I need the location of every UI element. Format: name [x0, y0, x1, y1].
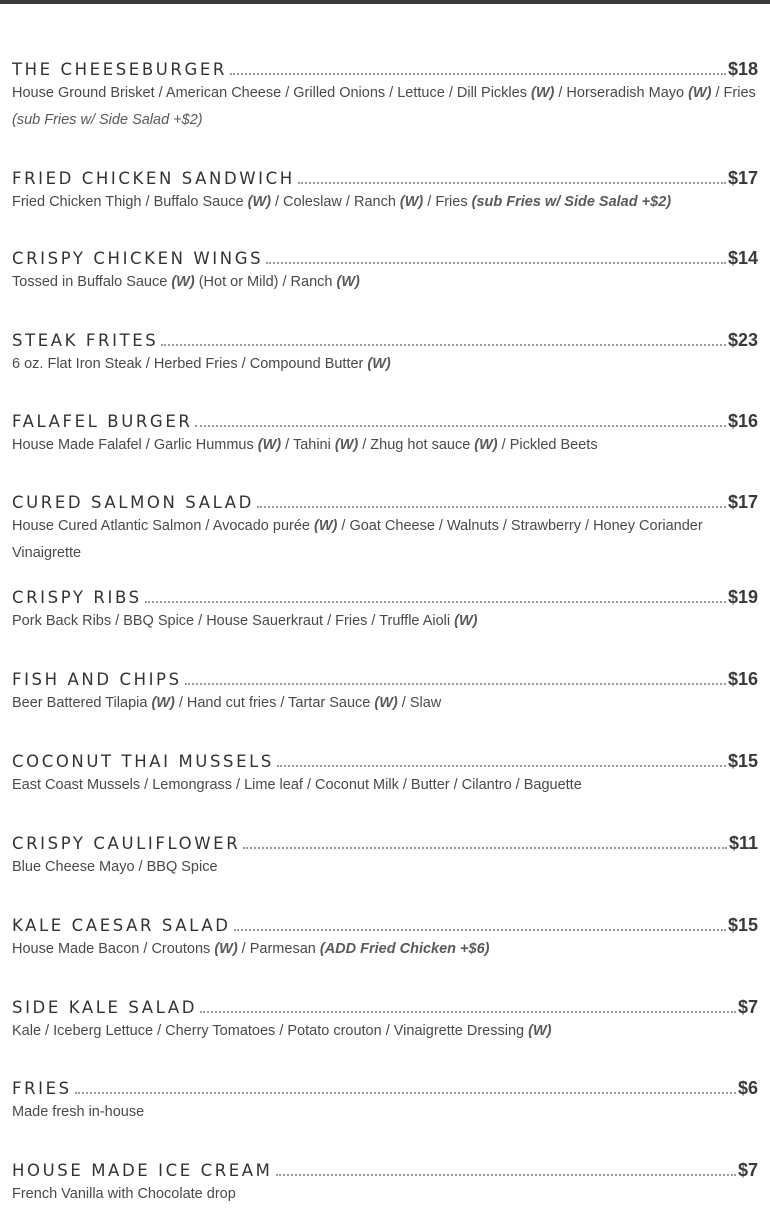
description-text: House Made Bacon / Croutons	[12, 941, 215, 957]
menu-item-header	[12, 1073, 758, 1099]
menu-item-name: KALE CAESAR SALAD	[12, 916, 231, 935]
menu-item	[12, 325, 758, 378]
allergen-note: (W)	[399, 194, 424, 210]
menu-item-header	[12, 54, 758, 80]
dot-leader	[161, 344, 726, 346]
allergen-note: (W)	[151, 695, 175, 711]
menu-item-price: $15	[727, 751, 758, 771]
menu-item-price: $18	[727, 59, 758, 79]
description-text: / Tahini	[281, 437, 335, 453]
description-text: / Fries	[711, 85, 756, 101]
menu-item	[12, 1155, 758, 1208]
menu-item-description	[12, 351, 758, 378]
menu-item	[12, 487, 758, 567]
description-text: / Hand cut fries / Tartar Sauce	[174, 695, 375, 711]
allergen-note: (W)	[688, 85, 712, 101]
menu-item-description	[12, 80, 758, 134]
menu-item	[12, 664, 758, 717]
description-text: Pork Back Ribs / BBQ Spice / House Sauerkraut / Fries / Truffle Aioli	[12, 613, 455, 629]
menu-item-header	[12, 746, 758, 772]
description-text: House Made Falafel / Garlic Hummus	[12, 437, 258, 453]
menu-item-price: $14	[727, 248, 758, 268]
menu-item-header	[12, 664, 758, 690]
menu-item	[12, 54, 758, 134]
allergen-note: (sub Fries w/ Side Salad +$2)	[471, 194, 672, 210]
allergen-note: (W)	[334, 437, 359, 453]
description-text: / Slaw	[397, 695, 442, 711]
allergen-note: (W)	[257, 437, 282, 453]
dot-leader	[266, 262, 726, 264]
menu-item-description	[12, 690, 758, 717]
menu-item-name: CRISPY CHICKEN WINGS	[12, 249, 264, 268]
allergen-note: (W)	[474, 437, 498, 453]
dot-leader	[234, 929, 726, 931]
allergen-note: (sub Fries w/ Side Salad +$2)	[12, 112, 203, 128]
description-text: 6 oz. Flat Iron Steak / Herbed Fries / Compound Butter	[12, 356, 368, 372]
allergen-note: (W)	[367, 356, 391, 372]
description-text: Made fresh in-house	[12, 1104, 145, 1120]
description-text: House Ground Brisket / American Cheese / Grilled Onions / Lettuce / Dill Pickles	[12, 85, 531, 101]
dot-leader	[298, 182, 726, 184]
menu-item-description	[12, 1018, 758, 1045]
menu-item-name: CRISPY RIBS	[12, 588, 142, 607]
description-text: East Coast Mussels / Lemongrass / Lime leaf / Coconut Milk / Butter / Cilantro / Baguette	[12, 777, 582, 793]
menu-item-name: SIDE KALE SALAD	[12, 998, 198, 1017]
menu-item	[12, 243, 758, 296]
menu-item-price: $16	[727, 669, 758, 689]
allergen-note: (W)	[454, 613, 478, 629]
description-text: (Hot or Mild) / Ranch	[194, 274, 337, 290]
allergen-note: (W)	[314, 518, 338, 534]
description-text: / Parmesan	[237, 941, 320, 957]
description-text: Tossed in Buffalo Sauce	[12, 274, 172, 290]
allergen-note: (W)	[214, 941, 238, 957]
dot-leader	[277, 765, 726, 767]
dot-leader	[145, 601, 726, 603]
description-text: / Goat Cheese / Walnuts / Strawberry / Honey Coriander Vinaigrette	[12, 518, 703, 561]
menu-item-name: COCONUT THAI MUSSELS	[12, 752, 274, 771]
menu-item-price: $16	[727, 411, 758, 431]
menu-item-header	[12, 828, 758, 854]
menu-item	[12, 910, 758, 963]
description-text: Blue Cheese Mayo / BBQ Spice	[12, 859, 218, 875]
menu-item-name: FALAFEL BURGER	[12, 412, 193, 431]
menu-item-price: $17	[727, 168, 758, 188]
menu-item-header	[12, 325, 758, 351]
menu-item-description	[12, 189, 758, 216]
description-text: / Horseradish Mayo	[554, 85, 689, 101]
menu-list	[12, 54, 758, 1208]
menu-item-description	[12, 854, 758, 881]
menu-item-name: THE CHEESEBURGER	[12, 60, 227, 79]
menu-item-description	[12, 608, 758, 635]
menu-item-price: $7	[737, 997, 758, 1017]
dot-leader	[195, 425, 726, 427]
menu-item-description	[12, 1181, 758, 1208]
description-text: French Vanilla with Chocolate drop	[12, 1186, 236, 1202]
allergen-note: (W)	[528, 1023, 552, 1039]
allergen-note: (W)	[336, 274, 360, 290]
description-text: Fried Chicken Thigh / Buffalo Sauce	[12, 194, 248, 210]
dot-leader	[200, 1011, 736, 1013]
menu-item-price: $15	[727, 915, 758, 935]
description-text: / Pickled Beets	[497, 437, 598, 453]
menu-item-price: $17	[727, 492, 758, 512]
menu-item-price: $23	[727, 330, 758, 350]
description-text: Beer Battered Tilapia	[12, 695, 152, 711]
dot-leader	[243, 847, 727, 849]
menu-item-name: HOUSE MADE ICE CREAM	[12, 1161, 273, 1180]
menu-item	[12, 163, 758, 216]
description-text: / Coleslaw / Ranch	[270, 194, 400, 210]
menu-item-price: $19	[727, 587, 758, 607]
allergen-note: (W)	[171, 274, 195, 290]
menu-item-header	[12, 163, 758, 189]
menu-item-header	[12, 406, 758, 432]
menu-item-description	[12, 269, 758, 296]
description-text: Kale / Iceberg Lettuce / Cherry Tomatoes / Potato crouton / Vinaigrette Dressing	[12, 1023, 529, 1039]
menu-item-description	[12, 936, 758, 963]
allergen-note: (W)	[374, 695, 398, 711]
menu-item-name: CURED SALMON SALAD	[12, 493, 254, 512]
menu-item-price: $6	[737, 1078, 758, 1098]
menu-item-description	[12, 513, 758, 567]
menu-item-header	[12, 582, 758, 608]
description-text: / Zhug hot sauce	[358, 437, 475, 453]
menu-item-description	[12, 432, 758, 459]
menu-item-header	[12, 992, 758, 1018]
menu-item-name: FRIES	[12, 1079, 72, 1098]
menu-item-header	[12, 1155, 758, 1181]
dot-leader	[185, 683, 726, 685]
description-text: / Fries	[423, 194, 472, 210]
dot-leader	[276, 1174, 736, 1176]
menu-item-header	[12, 243, 758, 269]
menu-item	[12, 406, 758, 459]
description-text: House Cured Atlantic Salmon / Avocado purée	[12, 518, 315, 534]
menu-item	[12, 828, 758, 881]
menu-item-price: $7	[737, 1160, 758, 1180]
menu-item-price: $11	[728, 833, 758, 853]
menu-item-header	[12, 487, 758, 513]
allergen-note: (W)	[247, 194, 271, 210]
menu-item	[12, 746, 758, 799]
menu-item	[12, 582, 758, 635]
menu-item-name: CRISPY CAULIFLOWER	[12, 834, 241, 853]
top-border-bar	[0, 0, 770, 4]
menu-item-name: STEAK FRITES	[12, 331, 159, 350]
allergen-note: (W)	[531, 85, 555, 101]
menu-item-header	[12, 910, 758, 936]
menu-item	[12, 992, 758, 1045]
menu-item-description	[12, 1099, 758, 1126]
menu-item	[12, 1073, 758, 1126]
menu-item-name: FISH AND CHIPS	[12, 670, 182, 689]
dot-leader	[257, 506, 726, 508]
allergen-note: (ADD Fried Chicken +$6)	[319, 941, 490, 957]
menu-item-description	[12, 772, 758, 799]
menu-item-name: FRIED CHICKEN SANDWICH	[12, 169, 295, 188]
dot-leader	[75, 1092, 736, 1094]
dot-leader	[230, 73, 726, 75]
